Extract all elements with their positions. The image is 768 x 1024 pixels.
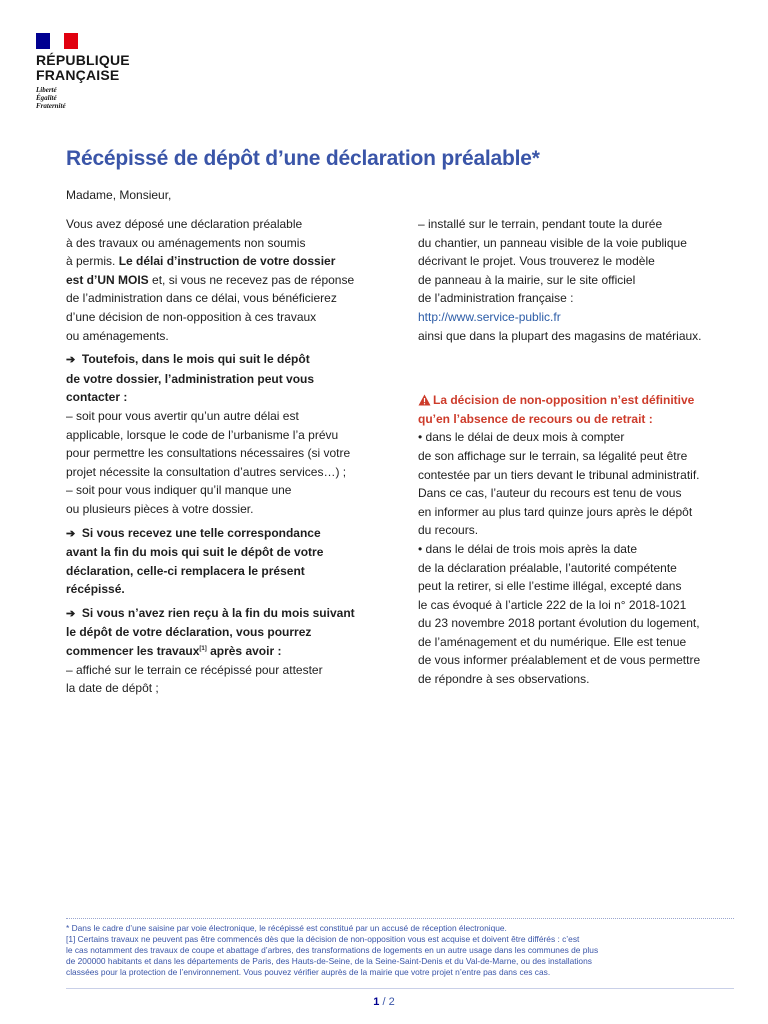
footnote-divider — [66, 918, 734, 919]
arrow-right-icon: ➔ — [66, 527, 76, 540]
page-number: 1 / 2 — [373, 996, 395, 1008]
motto: Liberté Égalité Fraternité — [36, 86, 66, 110]
correspondence-paragraph: ➔ Si vous recevez une telle correspondance avant la fin du mois qui suit le dépôt de votre déclaration, celle-ci remplacera le présent récépissé. — [66, 525, 324, 597]
republique-francaise-logo — [36, 33, 130, 110]
greeting: Madame, Monsieur, — [66, 188, 172, 202]
footnote-electronic: * Dans le cadre d’une saisine par voie électronique, le récépissé est constitué par un accusé de réception électronique. — [66, 923, 507, 933]
footnotes — [66, 923, 734, 978]
intro-paragraph: Vous avez déposé une déclaration préalable à des travaux ou aménagements non soumis à permis. Le délai d’instruction de votre dossier est d’UN MOIS et, si vous ne recevez pas de réponse de l’administration dans ce délai, vous bénéficierez d’une décision de non-opposition à ces travaux ou aménagements. — [66, 217, 355, 343]
page-title: Récépissé de dépôt d’une déclaration préalable* — [66, 147, 540, 170]
bottom-divider — [66, 988, 734, 989]
french-flag-icon — [36, 33, 78, 49]
arrow-right-icon: ➔ — [66, 354, 76, 367]
warning-block: La décision de non-opposition n’est définitive qu’en l’absence de recours ou de retrait : • dans le délai de deux mois à compter de son affichage sur le terrain, sa légalité peut être contestée par un tiers devant le tribunal administratif. Dans ce cas, l’auteur du recours est tenu de vous en informer au plus tard quinze jours après le dépôt du recours. • dans le délai de trois mois après la date de la déclaration préalable, l’autorité compétente peut la retirer, si elle l’estime illégal, excepté dans le cas évoqué à l’article 222 de la loi n° 2018-1021 du 23 novembre 2018 portant évolution du logement, de l’aménagement et du numérique. Elle est tenue de vous informer préalablement et de vous permettre de répondre à ses observations. — [418, 393, 701, 687]
warning-icon — [418, 394, 431, 406]
footnote-ref: [1] — [199, 646, 207, 653]
right-column — [418, 215, 738, 689]
panel-paragraph: – installé sur le terrain, pendant toute la durée du chantier, un panneau visible de la voie publique décrivant le projet. Vous trouverez le modèle de panneau à la mairie, sur le site officiel de l’administration française : http://www.service-public.fr ainsi que dans la plupart des magasins de matériaux. — [418, 217, 702, 343]
start-works-paragraph: ➔ Si vous n’avez rien reçu à la fin du mois suivant le dépôt de votre déclaration, vous pourrez commencer les travaux[1] après avoir : – affiché sur le terrain ce récépissé pour attester la date de dépôt ; — [66, 605, 355, 696]
left-column — [66, 215, 386, 698]
arrow-right-icon: ➔ — [66, 607, 76, 620]
republic-name: RÉPUBLIQUE FRANÇAISE — [36, 52, 130, 83]
footnote-1: [1] Certains travaux ne peuvent pas être commencés dès que la décision de non-opposition vous est acquise et doivent être différés : c’est le cas notamment des travaux de coupe et abattage d’arbres, des transformations de logements en un autre usage dans les communes de plus de 200000 habitants et dans les départements de Paris, des Hauts-de-Seine, de la Seine-Saint-Denis et du Val-de-Marne, ou des installations classées pour la protection de l’environnement. Vous pouvez vérifier auprès de la mairie que votre projet n’entre pas dans ces cas. — [66, 934, 599, 977]
service-public-link[interactable]: http://www.service-public.fr — [418, 309, 561, 324]
contact-paragraph: ➔ Toutefois, dans le mois qui suit le dépôt de votre dossier, l’administration peut vous contacter : – soit pour vous avertir qu’un autre délai est applicable, lorsque le code de l’urbanisme l’a prévu pour permettre les consultations nécessaires (si votre projet nécessite la consultation d’autres services…) ; – soit pour vous indiquer qu’il manque une ou plusieurs pièces à votre dossier. — [66, 352, 351, 516]
